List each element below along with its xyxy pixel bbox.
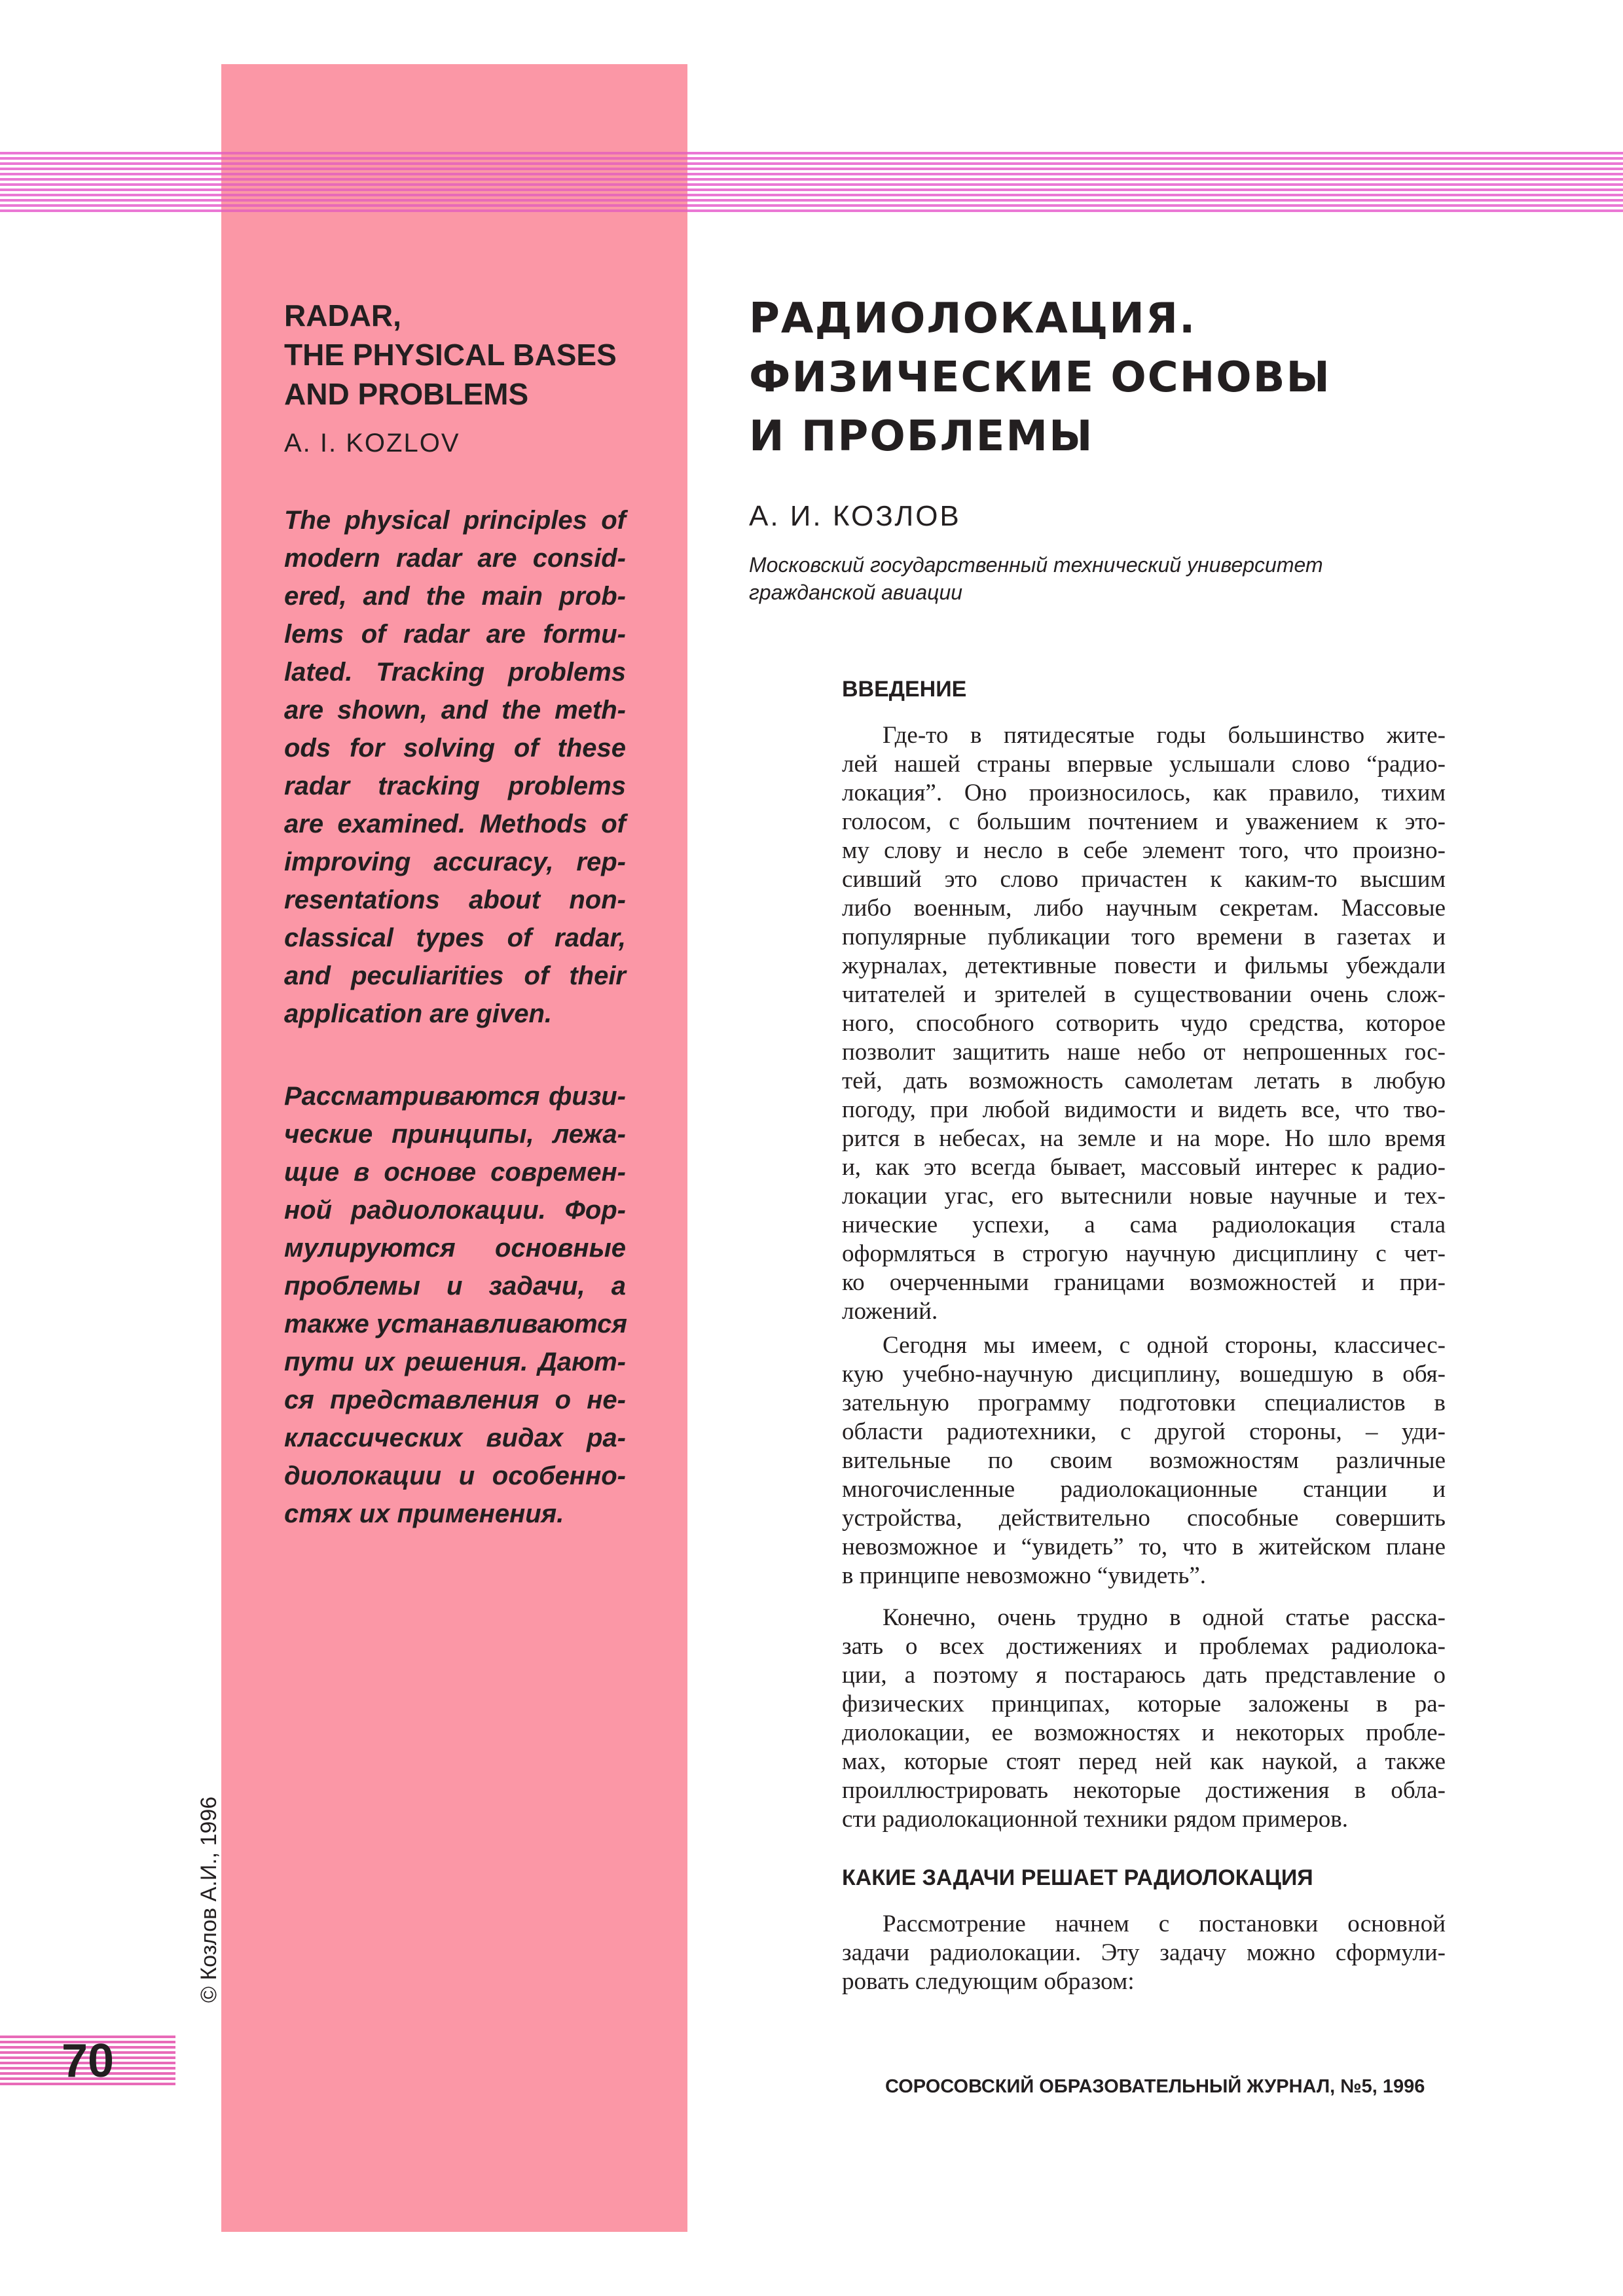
abstract-line: radar tracking problems	[284, 772, 626, 800]
text-line: погоду, при любой видимости и видеть все, что тво-	[842, 1096, 1446, 1123]
abstract-line: стях их применения.	[284, 1499, 564, 1528]
text-line: и, как это всегда бывает, массовый интерес к радио-	[842, 1154, 1446, 1181]
abstract-line: improving accuracy, rep-	[284, 848, 626, 876]
abstract-line: application are given.	[284, 999, 553, 1028]
text-line: сти радиолокационной техники рядом примеров.	[842, 1806, 1348, 1833]
text-line: лей нашей страны впервые услышали слово “радио-	[842, 751, 1446, 778]
text-line: Где-то в пятидесятые годы большинство жите-	[883, 722, 1446, 749]
english-title-line: THE PHYSICAL BASES	[284, 338, 617, 372]
body-paragraph	[842, 1604, 1446, 1834]
text-line: в принципе невозможно “увидеть”.	[842, 1562, 1206, 1589]
text-line: ного, способного сотворить чудо средства, которое	[842, 1010, 1446, 1037]
text-line: зательную программу подготовки специалистов в	[842, 1390, 1446, 1416]
abstract-line: Рассматриваются физи-	[284, 1082, 626, 1111]
text-line: тей, дать возможность самолетам летать в любую	[842, 1067, 1446, 1094]
text-line: сивший это слово причастен к каким-то высшим	[842, 866, 1446, 893]
text-line: Конечно, очень трудно в одной статье расска-	[883, 1604, 1446, 1631]
section-heading-introduction: ВВЕДЕНИЕ	[842, 677, 967, 702]
abstract-line: ods for solving of these	[284, 734, 626, 762]
english-title-line: RADAR,	[284, 298, 401, 332]
text-line: позволит защитить наше небо от непрошенных гос-	[842, 1039, 1446, 1066]
abstract-line: and peculiarities of their	[284, 961, 626, 990]
abstract-line: классических видах ра-	[284, 1424, 626, 1452]
affiliation-line: Московский государственный технический университет	[749, 553, 1323, 577]
abstract-line: пути их решения. Дают-	[284, 1348, 626, 1376]
text-line: невозможное и “увидеть” то, что в житейском плане	[842, 1534, 1446, 1560]
abstract-line: щие в основе современ-	[284, 1158, 626, 1187]
text-line: ложений.	[842, 1298, 938, 1325]
text-line: кую учебно-научную дисциплину, вошедшую в обя-	[842, 1361, 1446, 1388]
abstract-line: ered, and the main prob-	[284, 582, 626, 611]
text-line: вительные по своим возможностям различные	[842, 1447, 1446, 1474]
section-heading-radar-tasks: КАКИЕ ЗАДАЧИ РЕШАЕТ РАДИОЛОКАЦИЯ	[842, 1865, 1313, 1890]
text-line: диолокации, ее возможностях и некоторых пробле-	[842, 1719, 1446, 1746]
abstract-line: диолокации и особенно-	[284, 1462, 626, 1490]
text-line: ко очерченными границами возможностей и при-	[842, 1269, 1446, 1296]
text-line: нические успехи, а сама радиолокация стала	[842, 1211, 1446, 1238]
abstract-line: lated. Tracking problems	[284, 658, 626, 687]
text-line: ровать следующим образом:	[842, 1968, 1135, 1995]
abstract-line: мулируются основные	[284, 1234, 626, 1263]
abstract-line: проблемы и задачи, а	[284, 1272, 626, 1300]
abstract-line: are shown, and the meth-	[284, 696, 626, 725]
text-line: читателей и зрителей в существовании очень слож-	[842, 981, 1446, 1008]
affiliation-line: гражданской авиации	[749, 581, 963, 604]
text-line: оформляться в строгую научную дисциплину с чет-	[842, 1240, 1446, 1267]
abstract-line: The physical principles of	[284, 506, 626, 535]
abstract-line: ся представления о не-	[284, 1386, 626, 1414]
text-line: физических принципах, которые заложены в ра-	[842, 1691, 1446, 1717]
abstract-line: classical types of radar,	[284, 924, 626, 952]
author-affiliation	[749, 551, 1404, 606]
copyright-notice: © Козлов А.И., 1996	[196, 1796, 221, 2003]
text-line: зать о всех достижениях и проблемах радиолока-	[842, 1633, 1446, 1660]
text-line: локации угас, его вытеснили новые научные и тех-	[842, 1183, 1446, 1210]
abstract-line: modern radar are consid-	[284, 544, 626, 573]
abstract-line: are examined. Methods of	[284, 810, 626, 838]
english-title	[284, 296, 625, 414]
text-line: журналах, детективные повести и фильмы убеждали	[842, 952, 1446, 979]
abstract-line: ческие принципы, лежа-	[284, 1120, 626, 1149]
text-line: голосом, с большим почтением и уважением к это-	[842, 808, 1446, 835]
abstract-line: resentations about non-	[284, 886, 626, 914]
text-line: локация”. Оно произносилось, как правило, тихим	[842, 780, 1446, 806]
english-title-line: AND PROBLEMS	[284, 377, 529, 411]
article-title-line: И ПРОБЛЕМЫ	[749, 412, 1094, 461]
body-paragraph	[842, 721, 1446, 1326]
header-stripe-band-sidebar	[221, 152, 687, 212]
text-line: проиллюстрировать некоторые достижения в обла-	[842, 1777, 1446, 1804]
body-paragraph	[842, 1331, 1446, 1590]
body-paragraph	[842, 1910, 1446, 1996]
text-line: устройства, действительно способные совершить	[842, 1505, 1446, 1532]
text-line: либо военным, либо научным секретам. Массовые	[842, 895, 1446, 922]
abstract-line: ной радиолокации. Фор-	[284, 1196, 626, 1225]
text-line: задачи радиолокации. Эту задачу можно сформули-	[842, 1939, 1446, 1966]
article-title-line: ФИЗИЧЕСКИЕ ОСНОВЫ	[749, 353, 1331, 402]
text-line: мах, которые стоят перед ней как наукой, а также	[842, 1748, 1446, 1775]
english-author: A. I. KOZLOV	[284, 429, 460, 457]
text-line: Сегодня мы имеем, с одной стороны, классичес-	[883, 1332, 1446, 1359]
abstract-line: также устанавливаются	[284, 1310, 627, 1338]
article-title-line: РАДИОЛОКАЦИЯ.	[749, 295, 1197, 343]
text-line: области радиотехники, с другой стороны, – уди-	[842, 1418, 1446, 1445]
text-line: популярные публикации того времени в газетах и	[842, 924, 1446, 950]
text-line: многочисленные радиолокационные станции и	[842, 1476, 1446, 1503]
russian-abstract	[284, 1077, 626, 1533]
text-line: му слову и несло в себе элемент того, что произно-	[842, 837, 1446, 864]
english-abstract	[284, 501, 626, 1033]
text-line: ции, а поэтому я постараюсь дать представление о	[842, 1662, 1446, 1689]
article-author: А. И. КОЗЛОВ	[749, 500, 961, 532]
page-number: 70	[62, 2035, 115, 2087]
text-line: Рассмотрение начнем с постановки основной	[883, 1910, 1446, 1937]
article-title	[749, 289, 1535, 466]
abstract-line: lems of radar are formu-	[284, 620, 626, 649]
text-line: рится в небесах, на земле и на море. Но шло время	[842, 1125, 1446, 1152]
journal-footer: СОРОСОВСКИЙ ОБРАЗОВАТЕЛЬНЫЙ ЖУРНАЛ, №5, 1996	[885, 2076, 1425, 2097]
